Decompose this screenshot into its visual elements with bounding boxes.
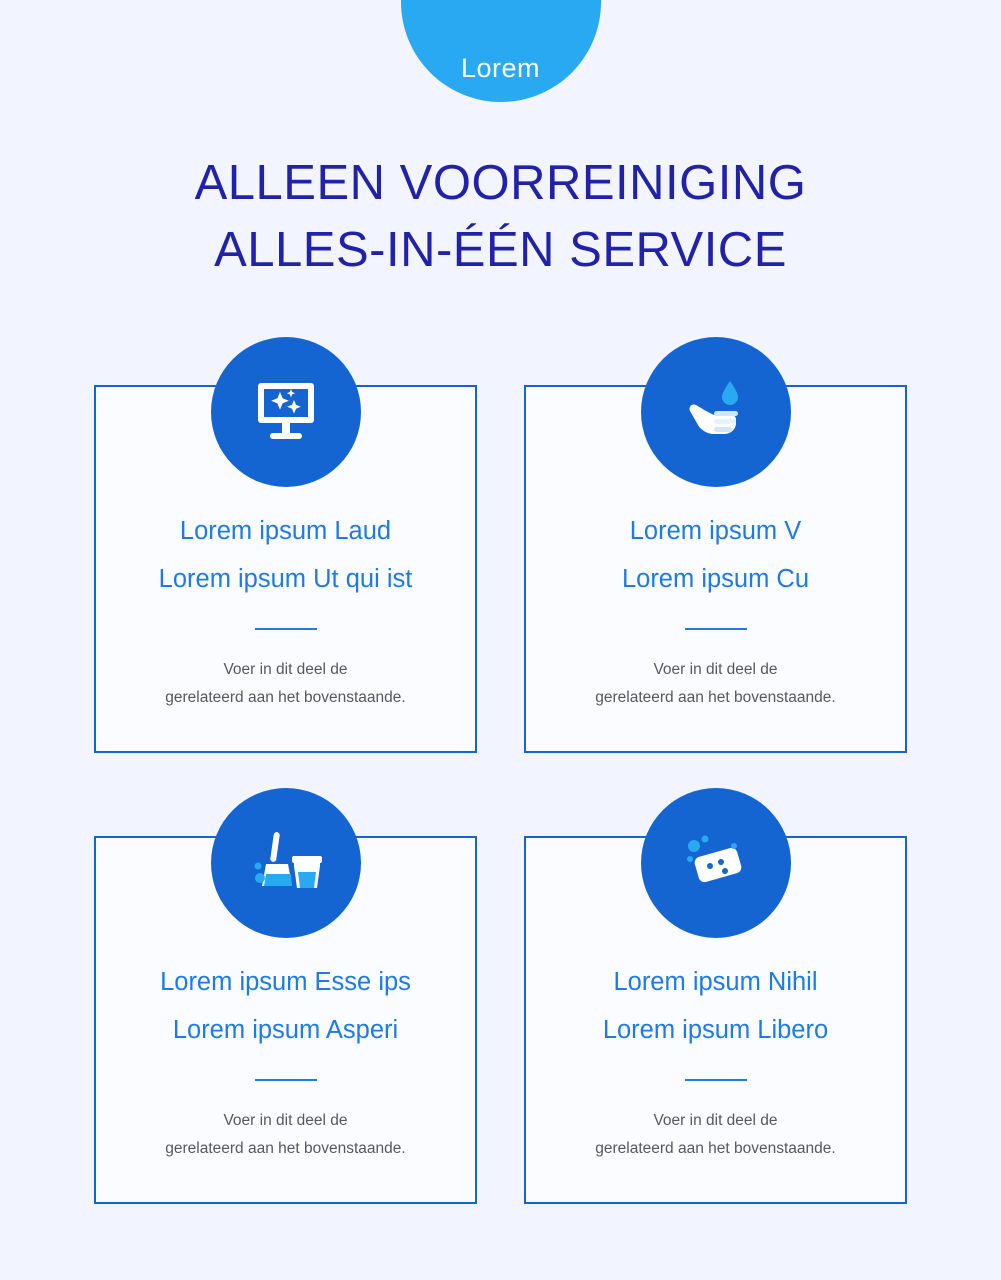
broom-bucket-icon <box>211 788 361 938</box>
card-1-divider <box>255 628 317 630</box>
card-3-body <box>165 1107 405 1163</box>
cards-grid <box>94 385 907 1204</box>
card-4-divider <box>685 1079 747 1081</box>
monitor-sparkle-icon <box>211 337 361 487</box>
card-2-body-line-2: gerelateerd aan het bovenstaande. <box>595 689 836 707</box>
top-badge <box>401 0 601 102</box>
card-2-divider <box>685 628 747 630</box>
card-3-title-line-1: Lorem ipsum Esse ips <box>160 968 411 996</box>
card-2-title-line-2: Lorem ipsum Cu <box>621 565 810 594</box>
card-3-title <box>160 958 411 1055</box>
card-1-body <box>165 656 405 712</box>
card-2-body <box>595 656 835 712</box>
card-1-title-line-2: Lorem ipsum Ut qui ist <box>158 565 413 594</box>
card-4-body-line-2: gerelateerd aan het bovenstaande. <box>595 1140 836 1158</box>
top-badge-label: Lorem <box>460 53 541 83</box>
card-1 <box>94 385 477 753</box>
card-4-title-line-1: Lorem ipsum Nihil <box>613 968 818 996</box>
card-1-body-line-1: Voer in dit deel de <box>223 660 348 678</box>
card-3-body-line-1: Voer in dit deel de <box>223 1111 348 1129</box>
card-4-title-line-2: Lorem ipsum Libero <box>602 1016 829 1045</box>
card-2-title-line-1: Lorem ipsum V <box>629 517 802 545</box>
card-4 <box>524 836 907 1204</box>
card-3-title-line-2: Lorem ipsum Asperi <box>172 1016 399 1045</box>
card-1-body-line-2: gerelateerd aan het bovenstaande. <box>165 689 406 707</box>
card-3 <box>94 836 477 1204</box>
card-2-body-line-1: Voer in dit deel de <box>653 660 778 678</box>
card-2-title <box>622 507 809 604</box>
card-4-body-line-1: Voer in dit deel de <box>653 1111 778 1129</box>
card-3-body-line-2: gerelateerd aan het bovenstaande. <box>165 1140 406 1158</box>
card-1-title <box>159 507 413 604</box>
hand-water-drop-icon <box>641 337 791 487</box>
page-title <box>0 150 1001 283</box>
card-2 <box>524 385 907 753</box>
page-title-line-1: ALLEEN VOORREINIGING <box>194 156 807 210</box>
card-3-divider <box>255 1079 317 1081</box>
page-title-line-2: ALLES-IN-ÉÉN SERVICE <box>214 222 787 277</box>
card-1-title-line-1: Lorem ipsum Laud <box>179 517 392 545</box>
card-4-title <box>603 958 828 1055</box>
card-4-body <box>595 1107 835 1163</box>
sponge-bubbles-icon <box>641 788 791 938</box>
